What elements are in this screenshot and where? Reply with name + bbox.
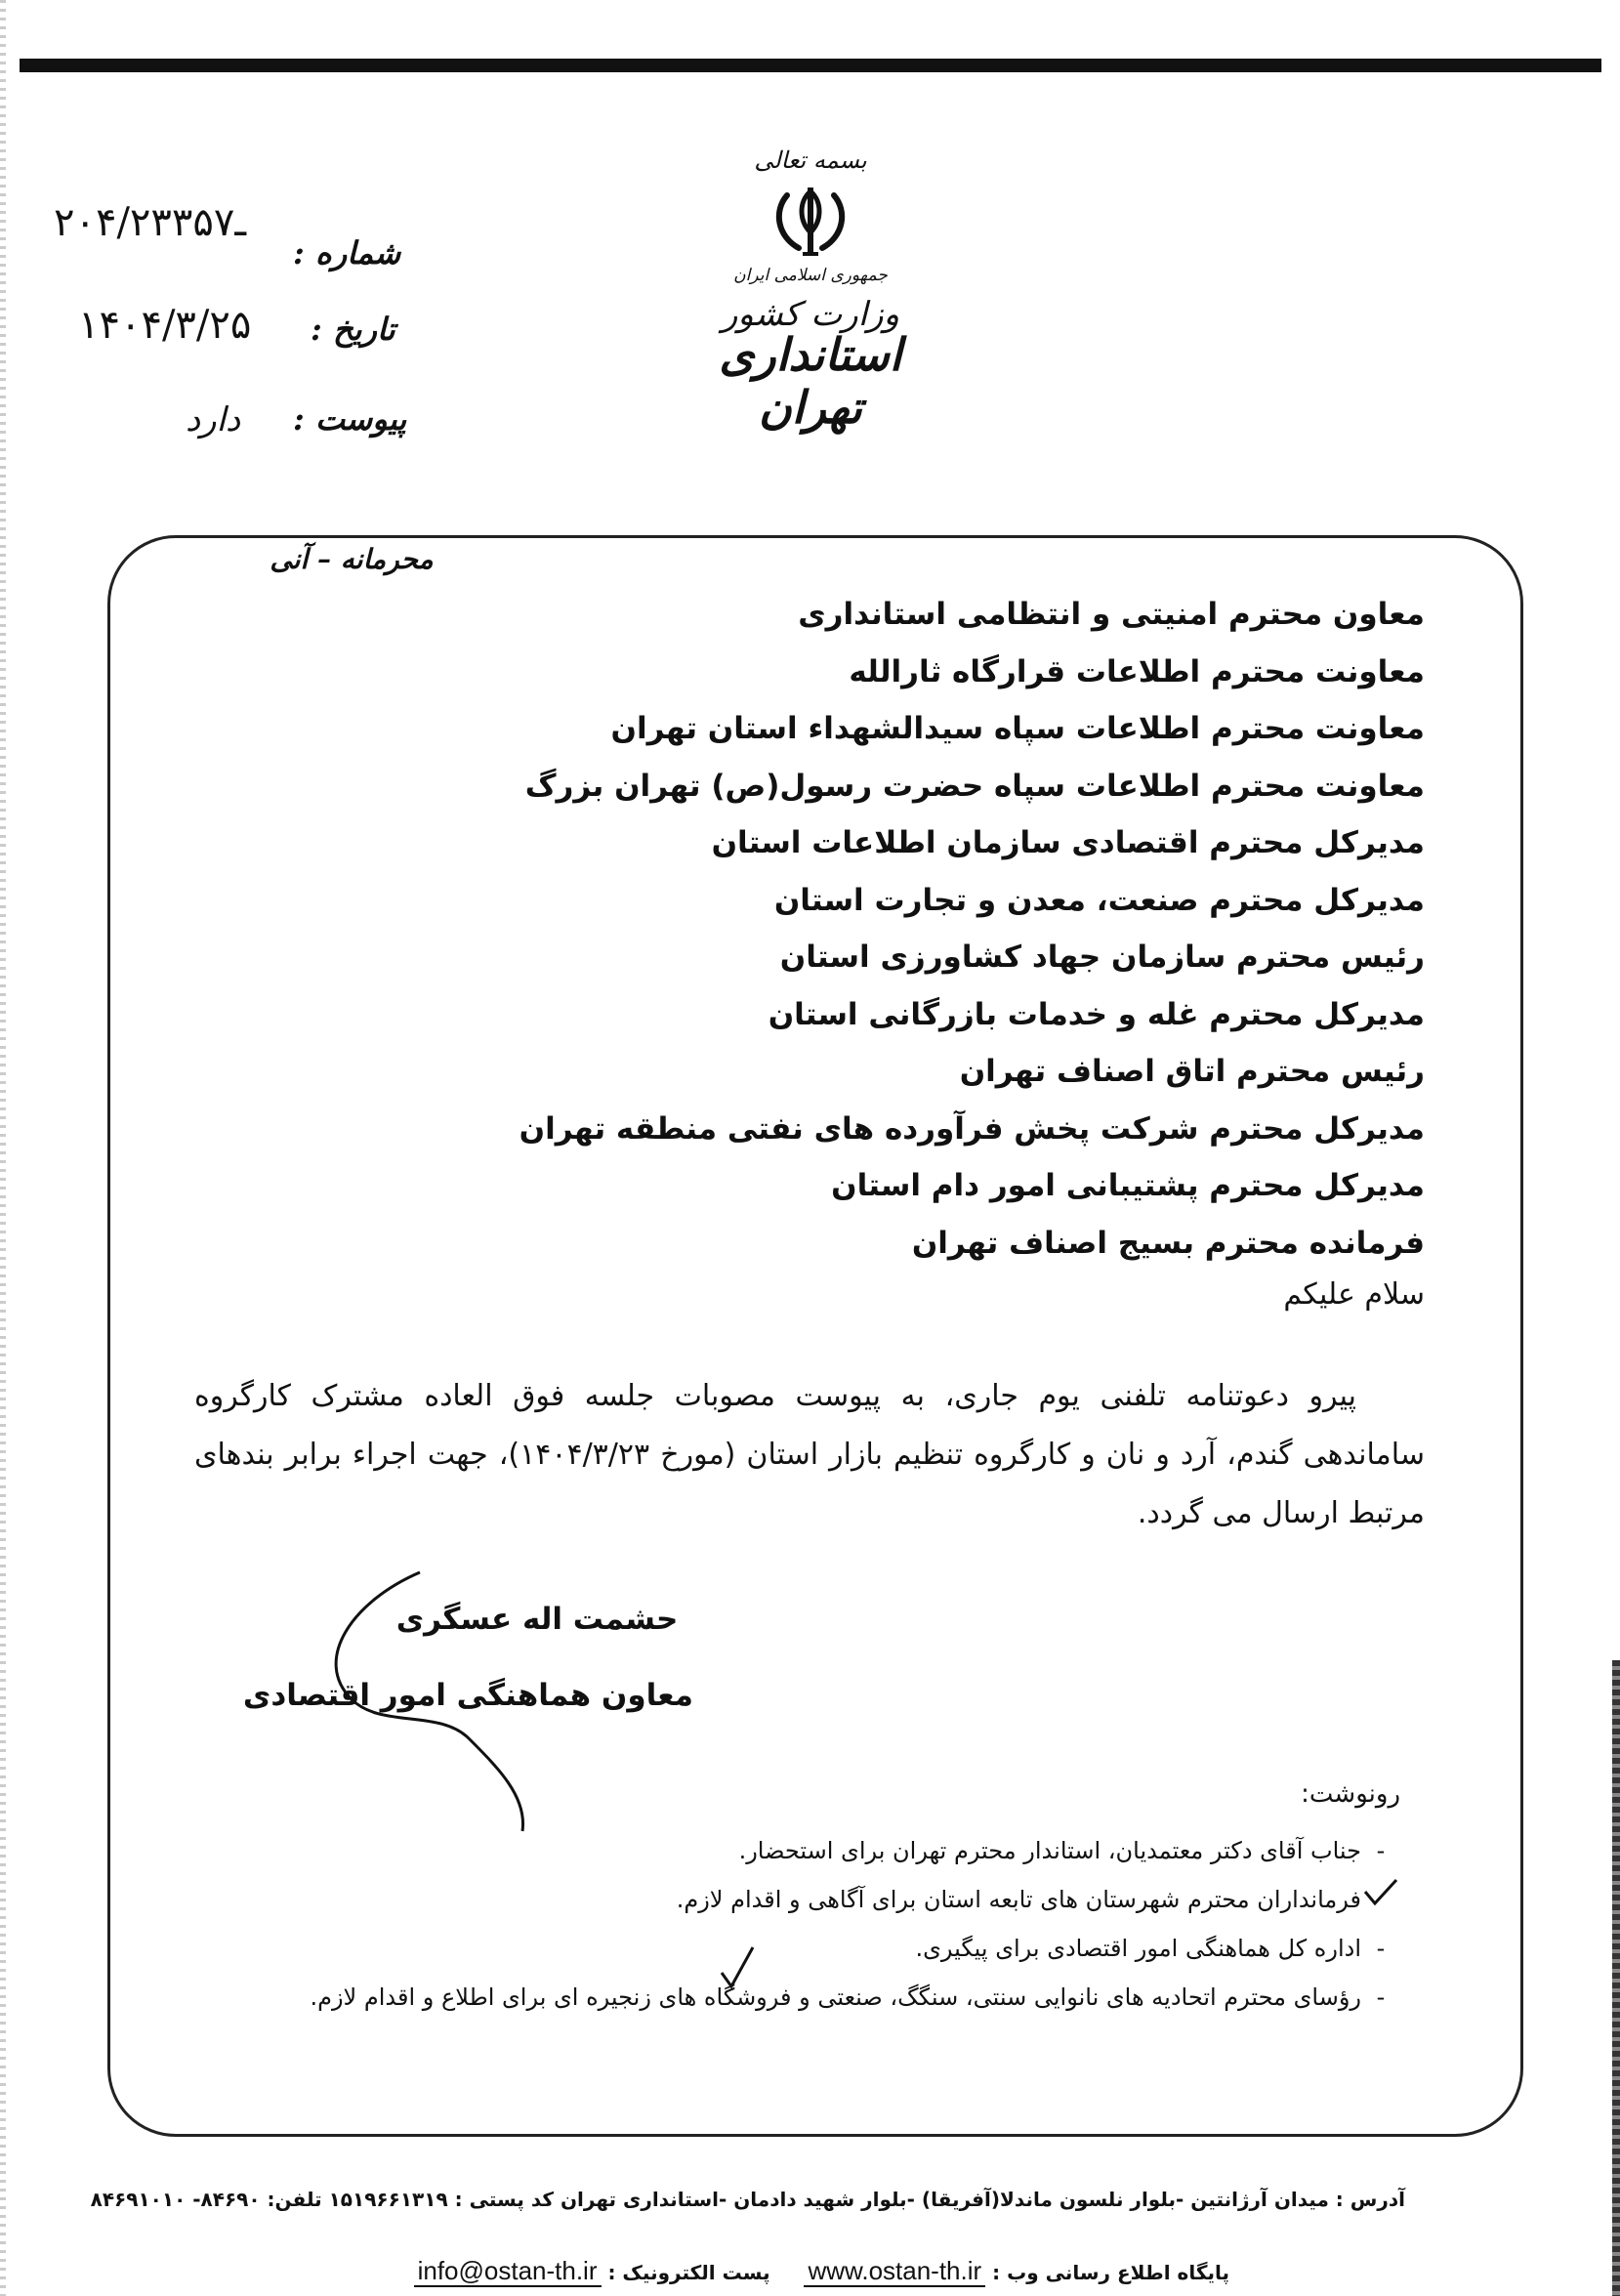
iran-emblem-icon (769, 186, 852, 260)
dash-icon: - (1376, 1837, 1386, 1864)
footer-contacts (414, 2256, 1229, 2286)
recipient-item: معاونت محترم اطلاعات سپاه حضرت رسول(ص) تهران بزرگ (524, 768, 1425, 804)
date-label: تاریخ : (311, 311, 395, 348)
cc-item-text: فرمانداران محترم شهرستان های تابعه استان برای آگاهی و اقدام لازم. (676, 1886, 1361, 1913)
check-icon (718, 1943, 757, 1992)
recipient-item: رئیس محترم سازمان جهاد کشاورزی استان (779, 939, 1425, 975)
attachment-value: دارد (186, 400, 241, 439)
dash-icon: - (1376, 1983, 1386, 2011)
cc-item (131, 1826, 1400, 1875)
salutation: سلام علیکم (1283, 1277, 1425, 1312)
recipient-item: مدیرکل محترم غله و خدمات بازرگانی استان (768, 996, 1425, 1032)
attachment-label: پیوست : (293, 400, 407, 438)
cc-heading: رونوشت: (1301, 1779, 1400, 1809)
top-rule (20, 59, 1601, 72)
email-link[interactable]: info@ostan-th.ir (414, 2256, 602, 2287)
cc-item (131, 1924, 1400, 1973)
date-value: ۱۴۰۴/۳/۲۵ (78, 303, 252, 348)
cc-item (131, 1875, 1400, 1924)
check-icon (1361, 1875, 1400, 1924)
cc-item (131, 1973, 1400, 2022)
footer-address: آدرس : میدان آرژانتین -بلوار نلسون ماندلا(آفریقا) -بلوار شهید دادمان -استانداری تهران کد پستی : ۱۵۱۹۶۶۱۳۱۹ تلفن: ۸۴۶۹۰- ۸۴۶۹۱۰۱۰ (90, 2188, 1405, 2211)
cc-list (131, 1826, 1400, 2022)
recipient-item: معاونت محترم اطلاعات قرارگاه ثارالله (849, 653, 1425, 689)
recipient-list (253, 586, 1425, 1272)
republic-title: جمهوری اسلامی ایران (733, 266, 888, 285)
cc-item-text: اداره کل هماهنگی امور اقتصادی برای پیگیری. (915, 1935, 1361, 1962)
recipient-item: مدیرکل محترم پشتیبانی امور دام استان (831, 1168, 1425, 1203)
recipient-item: فرمانده محترم بسیج اصناف تهران (911, 1225, 1425, 1261)
signer-name: حشمت اله عسگری (395, 1602, 679, 1637)
dash-icon: - (1376, 1935, 1386, 1962)
letterhead (664, 146, 957, 434)
governorate-title: استانداری تهران (719, 328, 902, 434)
email-label: پست الکترونیک : (607, 2261, 770, 2284)
recipient-item: رئیس محترم اتاق اصناف تهران (959, 1054, 1425, 1089)
ministry-title: وزارت کشور (721, 295, 900, 334)
recipient-item: مدیرکل محترم شرکت پخش فرآورده های نفتی منطقه تهران (519, 1110, 1425, 1147)
web-label: پایگاه اطلاع رسانی وب : (992, 2261, 1229, 2284)
number-label: شماره : (293, 234, 401, 271)
recipient-item: مدیرکل محترم اقتصادی سازمان اطلاعات استان (711, 825, 1425, 860)
classification-label: محرمانه – آنی (270, 543, 434, 575)
invocation: بسمه تعالی (754, 146, 867, 174)
cc-item-text: رؤسای محترم اتحادیه های نانوایی سنتی، سنگگ، صنعتی و فروشگاه های زنجیره ای برای اطلاع و اقدام لازم. (310, 1983, 1361, 2011)
cc-item-text: جناب آقای دکتر معتمدیان، استاندار محترم تهران برای استحضار. (738, 1837, 1361, 1864)
website-link[interactable]: www.ostan-th.ir (804, 2256, 985, 2287)
letter-body: پیرو دعوتنامه تلفنی یوم جاری، به پیوست مصوبات جلسه فوق العاده مشترک کارگروه ساماندهی گندم، آرد و نان و کارگروه تنظیم بازار استان (مورخ ۱۴۰۴/۳/۲۳)، جهت اجراء برابر بندهای مرتبط ارسال می گردد. (194, 1379, 1425, 1530)
scan-edge-left (0, 0, 6, 2296)
signer-title: معاون هماهنگی امور اقتصادی (242, 1678, 693, 1713)
scan-edge-right (1612, 1660, 1620, 2296)
recipient-item: معاون محترم امنیتی و انتظامی استانداری (798, 597, 1425, 632)
recipient-item: معاونت محترم اطلاعات سپاه سیدالشهداء استان تهران (610, 711, 1425, 746)
recipient-item: مدیرکل محترم صنعت، معدن و تجارت استان (773, 882, 1425, 918)
number-value: ۲۰۴/۲ـ۳۳۵۷ (54, 200, 247, 245)
